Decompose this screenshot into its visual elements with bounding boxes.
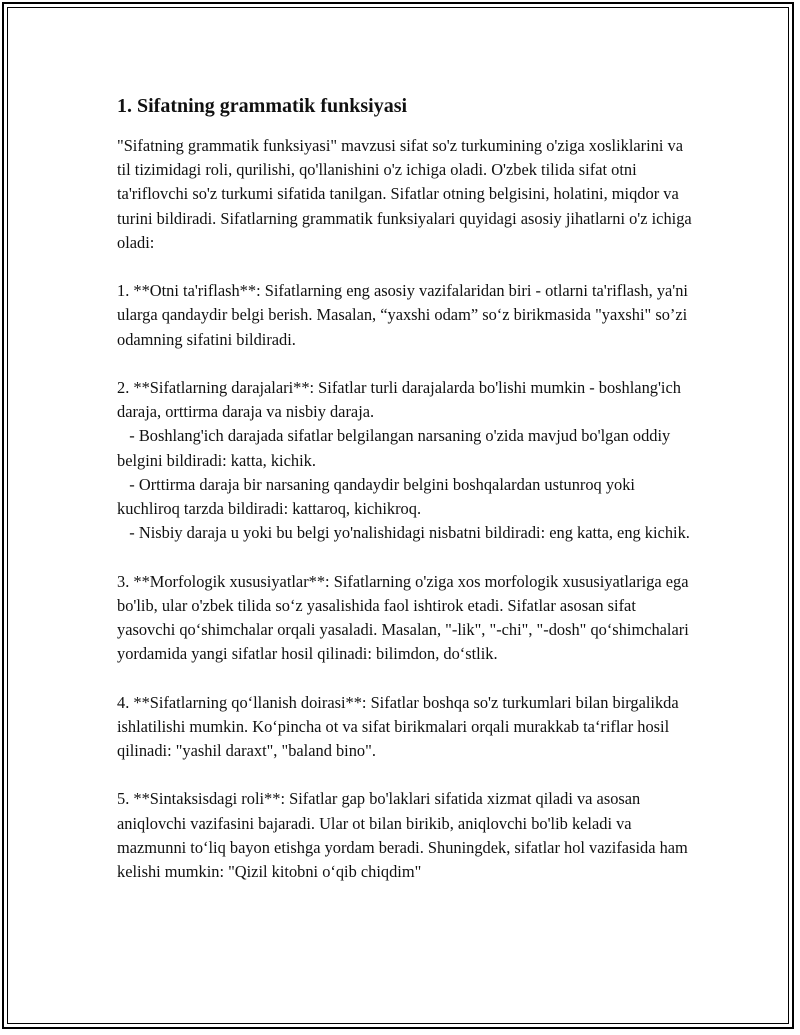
document-body — [117, 92, 697, 908]
paragraph-5: 5. **Sintaksisdagi roli**: Sifatlar gap bo'laklari sifatida xizmat qiladi va asosan aniqlovchi vazifasini bajaradi. Ular ot bilan birikib, aniqlovchi bo'lib keladi va mazmunni to‘liq bayon etishga yordam beradi. Shuningdek, sifatlar hol vazifasida ham kelishi mumkin: "Qizil kitobni o‘qib chiqdim" — [117, 789, 692, 882]
paragraph-1: 1. **Otni ta'riflash**: Sifatlarning eng asosiy vazifalaridan biri - otlarni ta'riflash, ya'ni ularga qandaydir belgi berish. Masalan, “yaxshi odam” so‘z birikmasida "yaxshi" so’zi odamning sifatini bildiradi. — [117, 281, 693, 349]
intro-paragraph: "Sifatning grammatik funksiyasi" mavzusi sifat so'z turkumining o'ziga xosliklarini va til tizimidagi roli, qurilishi, qo'llanishini o'z ichiga oladi. O'zbek tilida sifat otni ta'riflovchi so'z turkumi sifatida tanilgan. Sifatlar otning belgisini, holatini, miqdor va turini bildiradi. Sifatlarning grammatik funksiyalari quyidagi asosiy jihatlarni o'z ichiga oladi: — [117, 136, 696, 252]
paragraph-2: 2. **Sifatlarning darajalari**: Sifatlar turli darajalarda bo'lishi mumkin - boshlang'ich daraja, orttirma daraja va nisbiy daraja. - Boshlang'ich darajada sifatlar belgilangan narsaning o'zida mavjud bo'lgan oddiy belgini bildiradi: katta, kichik. - Orttirma daraja bir narsaning qandaydir belgini boshqalardan ustunroq yoki kuchliroq tarzda bildiradi: kattaroq, kichikroq. - Nisbiy daraja u yoki bu belgi yo'nalishidagi nisbatni bildiradi: eng katta, eng kichik. — [117, 378, 690, 543]
paragraph-3: 3. **Morfologik xususiyatlar**: Sifatlarning o'ziga xos morfologik xususiyatlariga ega bo'lib, ular o'zbek tilida so‘z yasalishida faol ishtirok etadi. Sifatlar asosan sifat yasovchi qo‘shimchalar orqali yasaladi. Masalan, "-lik", "-chi", "-dosh" qo‘shimchalari yordamida yangi sifatlar hosil qilinadi: bilimdon, do‘stlik. — [117, 571, 693, 664]
paragraph-4: 4. **Sifatlarning qo‘llanish doirasi**: Sifatlar boshqa so'z turkumlari bilan birgalikda ishlatilishi mumkin. Ko‘pincha ot va sifat birikmalari orqali murakkab ta‘riflar hosil qilinadi: "yashil daraxt", "baland bino". — [117, 692, 683, 761]
document-title: 1. Sifatning grammatik funksiyasi — [117, 95, 408, 117]
